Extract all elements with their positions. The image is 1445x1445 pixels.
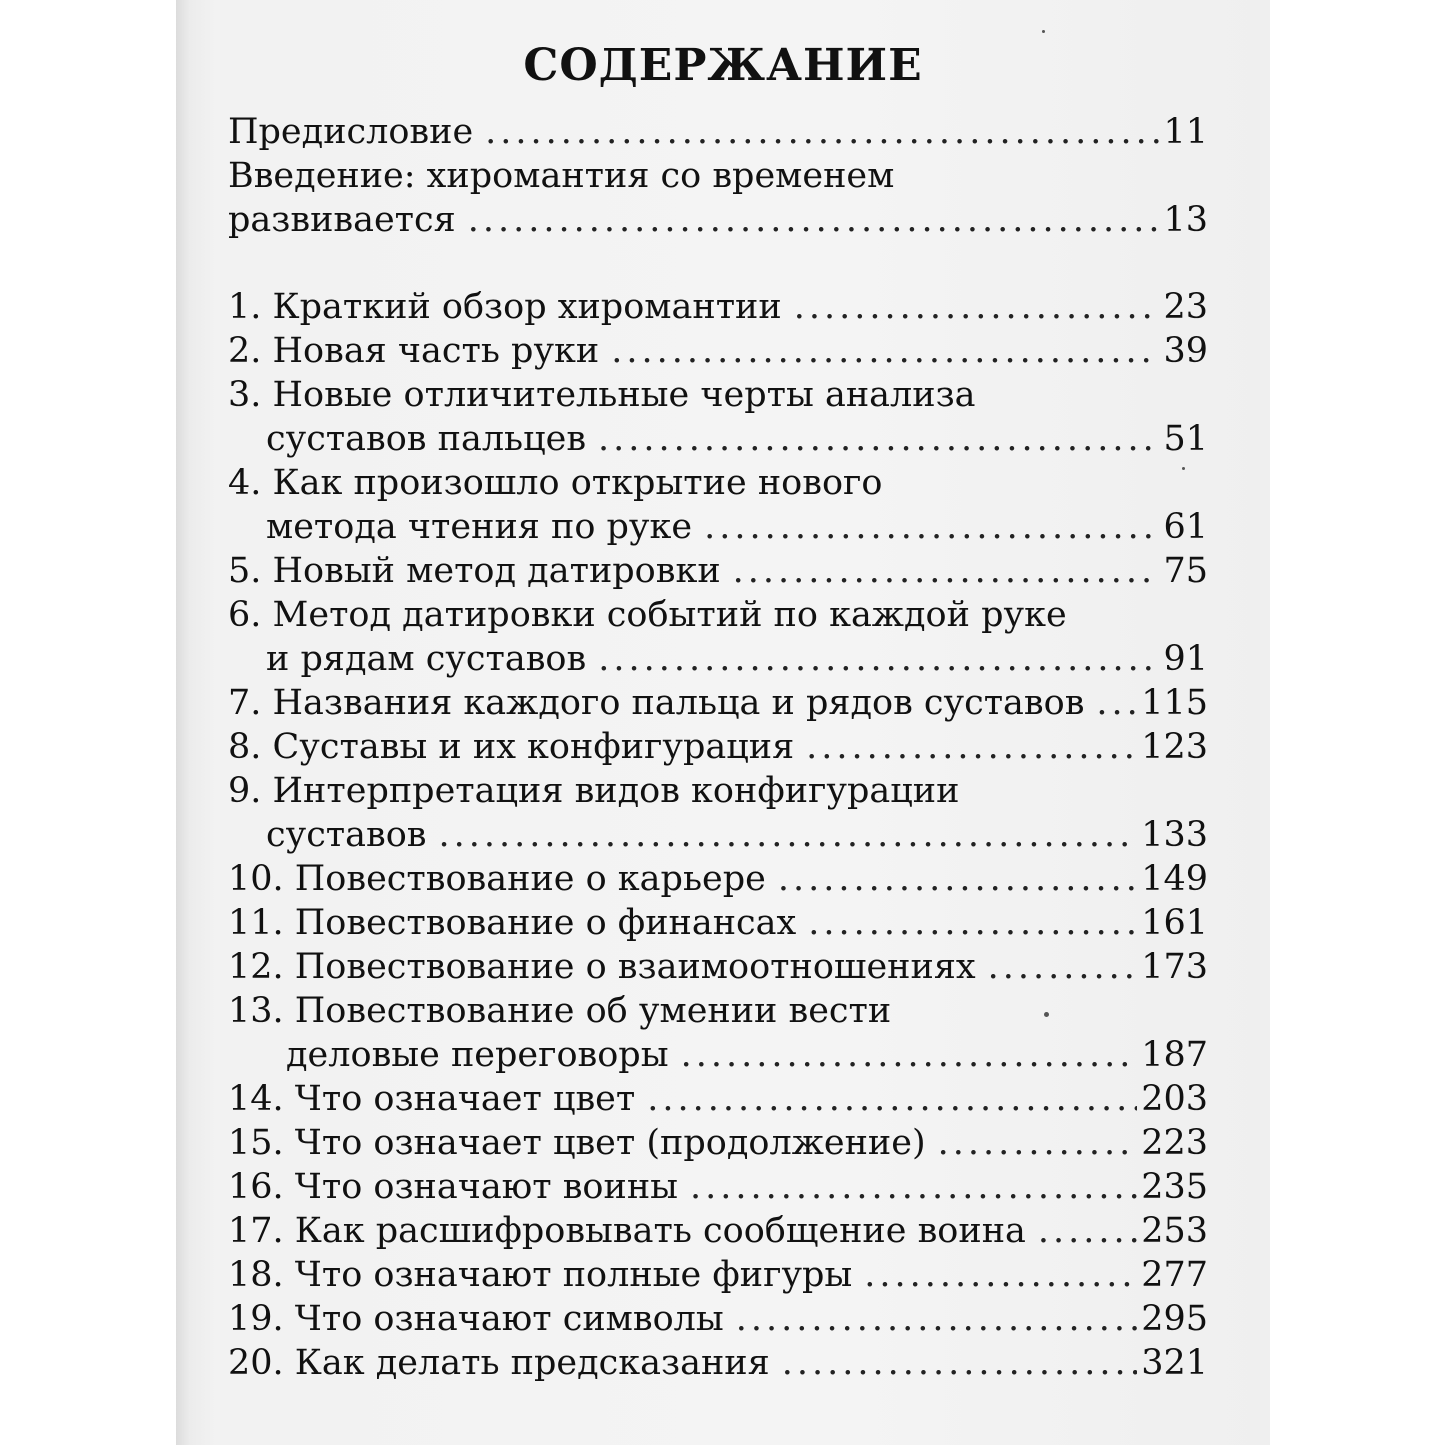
toc-entry-intro-line2 <box>228 198 1208 242</box>
dot-leader <box>864 1253 1137 1297</box>
toc-entry-page: 149 <box>1141 859 1208 899</box>
toc-entry-title: 1. Краткий обзор хиромантии <box>228 287 782 327</box>
toc-entry-title: 20. Как делать предсказания <box>228 1343 770 1383</box>
toc-entry-ch18 <box>228 1253 1208 1297</box>
toc-entry-ch3-line1 <box>228 373 1208 417</box>
dot-leader <box>794 285 1160 329</box>
print-speck <box>1182 467 1185 470</box>
toc-entry-ch15 <box>228 1121 1208 1165</box>
toc-entry-title: Введение: хиромантия со временем <box>228 156 895 196</box>
toc-entry-page: 235 <box>1141 1167 1208 1207</box>
toc-entry-page: 223 <box>1141 1123 1208 1163</box>
page-title: СОДЕРЖАНИЕ <box>523 40 923 91</box>
toc-entry-ch7 <box>228 681 1208 725</box>
toc-entry-title-cont: деловые переговоры <box>286 1035 669 1075</box>
toc-entry-page: 173 <box>1141 947 1208 987</box>
toc-entry-title: 2. Новая часть руки <box>228 331 600 371</box>
toc-entry-title: 17. Как расшифровывать сообщение воина <box>228 1211 1026 1251</box>
toc-entry-ch20 <box>228 1341 1208 1385</box>
toc-entry-page: 91 <box>1163 639 1208 679</box>
toc-entry-ch1 <box>228 285 1208 329</box>
dot-leader <box>938 1121 1138 1165</box>
toc-entry-ch17 <box>228 1209 1208 1253</box>
dot-leader <box>808 901 1137 945</box>
toc-entry-ch2 <box>228 329 1208 373</box>
print-speck <box>1044 1012 1049 1017</box>
toc-entry-page: 115 <box>1141 683 1208 723</box>
toc-entry-title-cont: суставов пальцев <box>266 419 587 459</box>
toc-entry-ch8 <box>228 725 1208 769</box>
dot-leader <box>778 857 1137 901</box>
toc-entry-title-cont: и рядам суставов <box>266 639 587 679</box>
toc-entry-ch9-line1 <box>228 769 1208 813</box>
dot-leader <box>704 505 1159 549</box>
toc-entry-title: 4. Как произошло открытие нового <box>228 463 883 503</box>
dot-leader <box>782 1341 1138 1385</box>
toc-entry-title: 10. Повествование о карьере <box>228 859 766 899</box>
toc-entry-ch9-line2 <box>228 813 1208 857</box>
toc-entry-page: 13 <box>1163 200 1208 240</box>
dot-leader <box>736 1297 1137 1341</box>
toc-entry-ch19 <box>228 1297 1208 1341</box>
toc-entry-page: 277 <box>1141 1255 1208 1295</box>
toc-entry-ch13-line2 <box>228 1033 1208 1077</box>
toc-entry-title: 7. Названия каждого пальца и рядов суставов <box>228 683 1085 723</box>
toc-entry-title-cont: суставов <box>266 815 427 855</box>
toc-entry-title: 16. Что означают воины <box>228 1167 679 1207</box>
toc-entry-ch3-line2 <box>228 417 1208 461</box>
dot-leader <box>690 1165 1137 1209</box>
toc-entry-page: 203 <box>1141 1079 1208 1119</box>
toc-entry-title-cont: метода чтения по руке <box>266 507 693 547</box>
toc-entry-ch6-line1 <box>228 593 1208 637</box>
toc-entry-ch14 <box>228 1077 1208 1121</box>
toc-entry-ch6-line2 <box>228 637 1208 681</box>
toc-entry-title-cont: развивается <box>228 200 456 240</box>
toc-entry-page: 123 <box>1141 727 1208 767</box>
toc-entry-title: 18. Что означают полные фигуры <box>228 1255 853 1295</box>
toc-entry-title: 14. Что означает цвет <box>228 1079 636 1119</box>
toc-entry-title: 9. Интерпретация видов конфигурации <box>228 771 960 811</box>
toc-entry-ch11 <box>228 901 1208 945</box>
dot-leader <box>647 1077 1137 1121</box>
toc-entry-page: 133 <box>1141 815 1208 855</box>
toc-entry-page: 61 <box>1163 507 1208 547</box>
dot-leader <box>598 637 1159 681</box>
toc-entry-title: 15. Что означает цвет (продолжение) <box>228 1123 926 1163</box>
toc-entry-title: 5. Новый метод датировки <box>228 551 721 591</box>
section-spacer <box>228 242 1208 285</box>
toc-entry-page: 39 <box>1163 331 1208 371</box>
toc-entry-title: 12. Повествование о взаимоотношениях <box>228 947 976 987</box>
toc-entry-page: 11 <box>1163 112 1208 152</box>
toc-entry-ch16 <box>228 1165 1208 1209</box>
toc-entry-ch12 <box>228 945 1208 989</box>
dot-leader <box>806 725 1137 769</box>
toc-entry-ch13-line1 <box>228 989 1208 1033</box>
toc-entry-title: 3. Новые отличительные черты анализа <box>228 375 976 415</box>
toc-entry-title: 6. Метод датировки событий по каждой руке <box>228 595 1067 635</box>
print-speck <box>1042 30 1045 33</box>
toc-entry-page: 187 <box>1141 1035 1208 1075</box>
toc-entry-title: 13. Повествование об умении вести <box>228 991 892 1031</box>
dot-leader <box>611 329 1159 373</box>
dot-leader <box>598 417 1159 461</box>
dot-leader <box>988 945 1138 989</box>
toc-entry-title: 19. Что означают символы <box>228 1299 724 1339</box>
toc-entry-page: 295 <box>1141 1299 1208 1339</box>
toc-entry-ch10 <box>228 857 1208 901</box>
toc-entry-intro-line1 <box>228 154 1208 198</box>
toc-entry-page: 253 <box>1141 1211 1208 1251</box>
dot-leader <box>485 110 1159 154</box>
dot-leader <box>733 549 1160 593</box>
toc-entry-page: 51 <box>1163 419 1208 459</box>
toc-entry-page: 75 <box>1163 551 1208 591</box>
toc-entry-preface <box>228 110 1208 154</box>
dot-leader <box>468 198 1160 242</box>
book-page <box>176 0 1270 1445</box>
toc-entry-ch4-line1 <box>228 461 1208 505</box>
dot-leader <box>439 813 1138 857</box>
toc-entry-page: 161 <box>1141 903 1208 943</box>
toc-entry-title: 8. Суставы и их конфигурация <box>228 727 795 767</box>
toc-entry-page: 321 <box>1141 1343 1208 1383</box>
toc-entry-title: Предисловие <box>228 112 474 152</box>
dot-leader <box>1038 1209 1137 1253</box>
toc-entry-ch4-line2 <box>228 505 1208 549</box>
dot-leader <box>681 1033 1138 1077</box>
table-of-contents <box>228 110 1208 1385</box>
toc-entry-ch5 <box>228 549 1208 593</box>
dot-leader <box>1096 681 1137 725</box>
toc-entry-page: 23 <box>1163 287 1208 327</box>
toc-entry-title: 11. Повествование о финансах <box>228 903 797 943</box>
